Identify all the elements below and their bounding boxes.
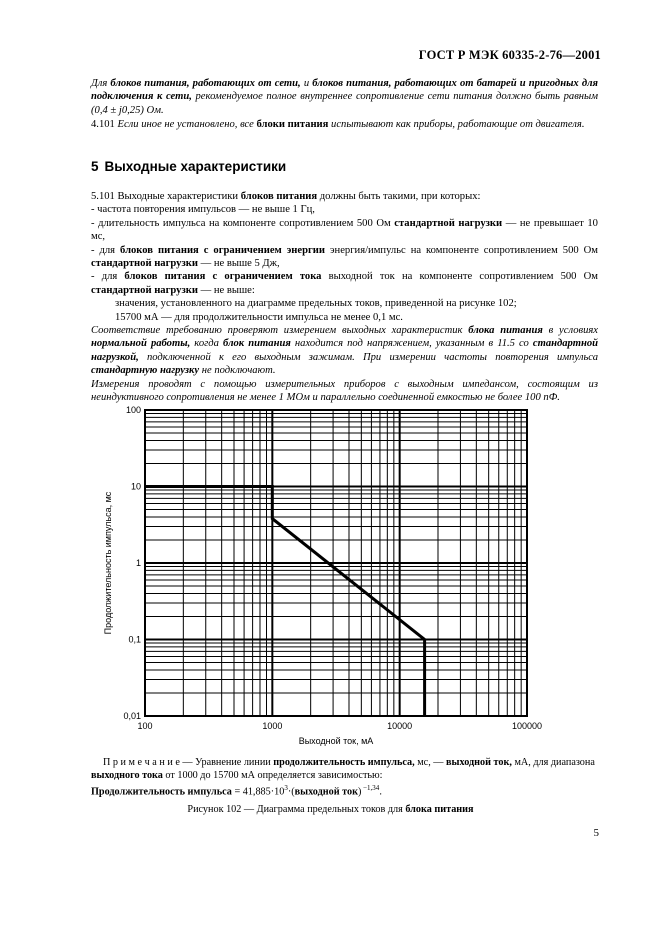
list-item: - частота повторения импульсов — не выше 1 Гц, [91, 204, 315, 216]
limit-current-chart [95, 402, 555, 752]
x-tick-label: 100 [137, 721, 153, 731]
y-tick-label: 1 [135, 558, 141, 568]
y-tick-label: 0,1 [128, 634, 141, 645]
list-subitem: 15700 мА — для продолжительности импульса не менее 0,1 мс. [115, 311, 403, 323]
x-axis-label: Выходной ток, мА [298, 736, 374, 746]
page-number: 5 [593, 827, 599, 839]
x-tick-label: 100000 [511, 721, 543, 731]
compliance-text: Соответствие требованию проверяют измерением выходных характеристик блока питания в условиях нормальной работы, когда блок питания находится под напряжением, указанным в 11.5 со стандартной нагрузкой, подключенной к его выходным зажимам. При измерении частоты повторения импульса стандартную нагрузку не подключают. [91, 325, 599, 377]
y-tick-label: 10 [130, 481, 141, 492]
chart-grid [145, 410, 527, 716]
limit-curve [145, 487, 425, 717]
list-subitem: значения, установленного на диаграмме предельных токов, приведенной на рисунке 102; [115, 298, 517, 310]
list-item: - длительность импульса на компоненте сопротивлением 500 Ом стандартной нагрузки — не превышает 10 мс, [91, 217, 598, 243]
section-heading: 5 Выходные характеристики [91, 159, 287, 174]
list-item: - для блоков питания с ограничением энергии энергия/импульс на компоненте сопротивлением 500 Ом стандартной нагрузки — не выше 5 Дж, [91, 244, 598, 270]
y-tick-label: 100 [125, 405, 141, 415]
y-axis-label: Продолжительность импульса, мс [103, 491, 113, 635]
figure-note: П р и м е ч а н и е — Уравнение линии продолжительность импульса, мс, — выходной ток, мА, для диапазона выходного тока от 1000 до 15700 мА определяется зависимостью: [91, 757, 595, 782]
measurement-text: Измерения проводят с помощью измерительных приборов с выходным импедансом, состоящим из неиндуктивного сопротивления не менее 1 МОм и параллельно соединенной емкостью не более 100 пФ. [91, 378, 598, 404]
document-header: ГОСТ Р МЭК 60335-2-76—2001 [418, 48, 601, 62]
y-tick-label: 0,01 [123, 711, 141, 721]
clause-5-101: 5.101 Выходные характеристики блоков питания должны быть такими, при которых: - частота повторения импульсов — не выше 1 Гц, - длительность импульса на компоненте сопротивлением 500 Ом стандартной нагрузки — не превышает 10 мс, - для блоков питания с ограничением энергии энергия/импульс на компоненте сопротивлением 500 Ом стандартной нагрузки — не выше 5 Дж, - для блоков питания с ограничением тока выходной ток на компоненте сопротивлением 500 Ом стандартной нагрузки — не выше: значения, установленного на диаграмме предельных токов, приведенной на рисунке 102; 15700 мА — для продолжительности импульса не менее 0,1 мс. Соответствие требованию проверяют измерением выходных характеристик блока питания в условиях нормальной работы, когда блок питания находится под напряжением, указанным в 11.5 со стандартной нагрузкой, подключенной к его выходным зажимам. При измерении частоты повторения импульса стандартную нагрузку не подключают. Измерения проводят с помощью измерительных приборов с выходным импедансом, состоящим из неиндуктивного сопротивления не менее 1 МОм и параллельно соединенной емкостью не более 100 пФ. [91, 191, 599, 404]
clause-4-101: 4.101 Если иное не установлено, все блоки питания испытывают как приборы, работающие от двигателя. [91, 119, 585, 130]
figure-caption: Рисунок 102 — Диаграмма предельных токов для блока питания [187, 804, 474, 815]
x-tick-label: 10000 [387, 721, 413, 731]
x-tick-label: 1000 [262, 721, 283, 731]
intro-paragraph: Для блоков питания, работающих от сети, и блоков питания, работающих от батарей и пригодных для подключения к сети, рекомендуемое полное внутреннее сопротивление сети питания должно быть равным (0,4 ± j0,25) Ом. [91, 78, 599, 116]
list-item: - для блоков питания с ограничением тока выходной ток на компоненте сопротивлением 500 Ом стандартной нагрузки — не выше: [91, 271, 599, 296]
figure-equation: Продолжительность импульса = $41,885\cdot 10^3\cdot(выходной$ ток) $^{-1,34}$. [91, 784, 382, 798]
